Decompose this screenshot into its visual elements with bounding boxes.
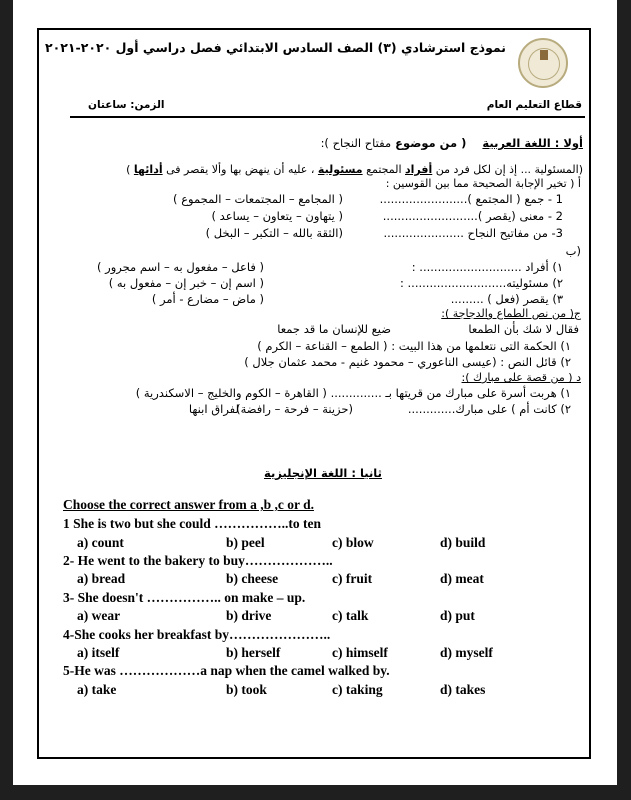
passage-text: ) xyxy=(126,163,134,176)
question-text: 4-She cooks her breakfast by………………….. xyxy=(63,627,331,642)
option-a: a) take xyxy=(77,682,117,697)
english-section-heading: ثانيا : اللغة الإنجليزية xyxy=(264,466,382,480)
option-b: b) drive xyxy=(226,608,272,623)
part-d-question: ١) هربت أسرة على مبارك من قريتها بـ .............. ( القاهرة – الكوم والخليج – الاسكندرية ) xyxy=(135,386,571,400)
part-d-tail: لفراق ابنها xyxy=(188,402,239,416)
question-text: 5-He was ………………a nap when the camel walked by. xyxy=(63,663,390,678)
option-a: a) count xyxy=(77,535,124,550)
option-b: b) cheese xyxy=(226,571,279,586)
part-b-choices: ( ماض – مضارع - أمر ) xyxy=(151,292,264,306)
option-a: a) wear xyxy=(77,608,121,623)
option-c: c) blow xyxy=(332,535,374,550)
part-a-choices: (الثقة بالله – التكبر – البخل ) xyxy=(205,226,343,240)
passage-keyword: أدائها xyxy=(133,163,163,176)
ministry-logo-icon xyxy=(518,38,568,88)
arabic-heading-source: ( من موضوع xyxy=(395,136,467,150)
option-b: b) peel xyxy=(226,535,265,550)
passage-text: المجتمع xyxy=(362,163,406,176)
part-b-choices: ( فاعل – مفعول به – اسم مجرور ) xyxy=(97,260,264,274)
option-d: d) put xyxy=(440,608,475,623)
sector-label: قطاع التعليم العام xyxy=(486,99,582,111)
part-b-label: (ب xyxy=(565,244,581,258)
eagle-emblem-icon xyxy=(540,50,548,60)
part-a-question: 3- من مفاتيح النجاح ...................... xyxy=(383,226,563,240)
option-d: d) build xyxy=(440,535,486,550)
passage-keyword: أفراد xyxy=(405,163,433,176)
part-b-question: ٢) مسئوليته........................... : xyxy=(400,276,563,290)
option-c: c) himself xyxy=(332,645,388,660)
passage xyxy=(126,163,583,176)
passage-text: (المسئولية ... إذ إن لكل فرد من xyxy=(432,163,583,176)
part-a-choices: ( يتهاون – يتعاون – يساعد ) xyxy=(211,209,343,223)
part-b-question: ١) أفراد ............................ : xyxy=(411,260,563,274)
option-a: a) itself xyxy=(77,645,120,660)
passage-keyword: مسئولية xyxy=(317,163,363,176)
option-d: d) myself xyxy=(440,645,493,660)
part-d-question: ٢) كانت أم ) على مبارك............. xyxy=(407,402,571,416)
passage-text: ، عليه أن ينهض بها وألا يقصر فى xyxy=(162,163,318,176)
question-text: 2- He went to the bakery to buy……………….. xyxy=(63,553,333,568)
part-c-question: ٢) قائل النص : (عيسى الناعوري – محمود غنيم - محمد عثمان جلال ) xyxy=(244,355,571,369)
arabic-heading-topic: مفتاح النجاح ): xyxy=(320,136,392,150)
question-text: 3- She doesn't …………….. on make – up. xyxy=(63,590,306,605)
option-c: c) talk xyxy=(332,608,369,623)
option-c: c) taking xyxy=(332,682,383,697)
poem-hemistich-1: فقال لا شك بأن الطمعا xyxy=(468,322,579,336)
part-c-question: ١) الحكمة التى نتعلمها من هذا البيت : ( الطمع – القناعة – الكرم ) xyxy=(257,339,571,353)
part-d-choices: (حزينة – فرحة – رافضة) xyxy=(236,402,353,416)
part-a-question: 1 - جمع ( المجتمع )........................ xyxy=(379,192,563,206)
question-text: 1 She is two but she could ……………..to ten xyxy=(63,516,322,531)
part-b-question: ٣) يقصر (فعل ) ......... xyxy=(450,292,563,306)
option-d: d) takes xyxy=(440,682,486,697)
option-b: b) took xyxy=(226,682,267,697)
exam-title: نموذج استرشادي (٣) الصف السادس الابتدائي فصل دراسي أول ٢٠٢٠-٢٠٢١ xyxy=(44,40,506,55)
option-a: a) bread xyxy=(77,571,126,586)
part-b-choices: ( اسم إن – خبر إن – مفعول به ) xyxy=(108,276,264,290)
part-c-label: ج( من نص الطماع والدجاجة ): xyxy=(441,307,581,320)
english-instruction: Choose the correct answer from a ,b ,c or d. xyxy=(63,497,314,512)
part-a-question: 2 - معنى (يقصر ).......................... xyxy=(382,209,563,223)
option-c: c) fruit xyxy=(332,571,373,586)
poem-hemistich-2: ضيع للإنسان ما قد جمعا xyxy=(277,322,391,336)
time-label: الزمن: ساعتان xyxy=(88,99,165,111)
part-a-label: أ ( تخير الإجابة الصحيحة مما بين القوسين : xyxy=(385,177,581,190)
option-d: d) meat xyxy=(440,571,484,586)
header-divider xyxy=(70,116,585,118)
arabic-heading-text: أولا : اللغة العربية xyxy=(482,136,583,150)
arabic-section-heading xyxy=(321,136,583,150)
part-d-label: د ( من قصة على مبارك ): xyxy=(461,371,581,384)
part-a-choices: ( المجامع – المجتمعات – المجموع ) xyxy=(173,192,343,206)
option-b: b) herself xyxy=(226,645,281,660)
